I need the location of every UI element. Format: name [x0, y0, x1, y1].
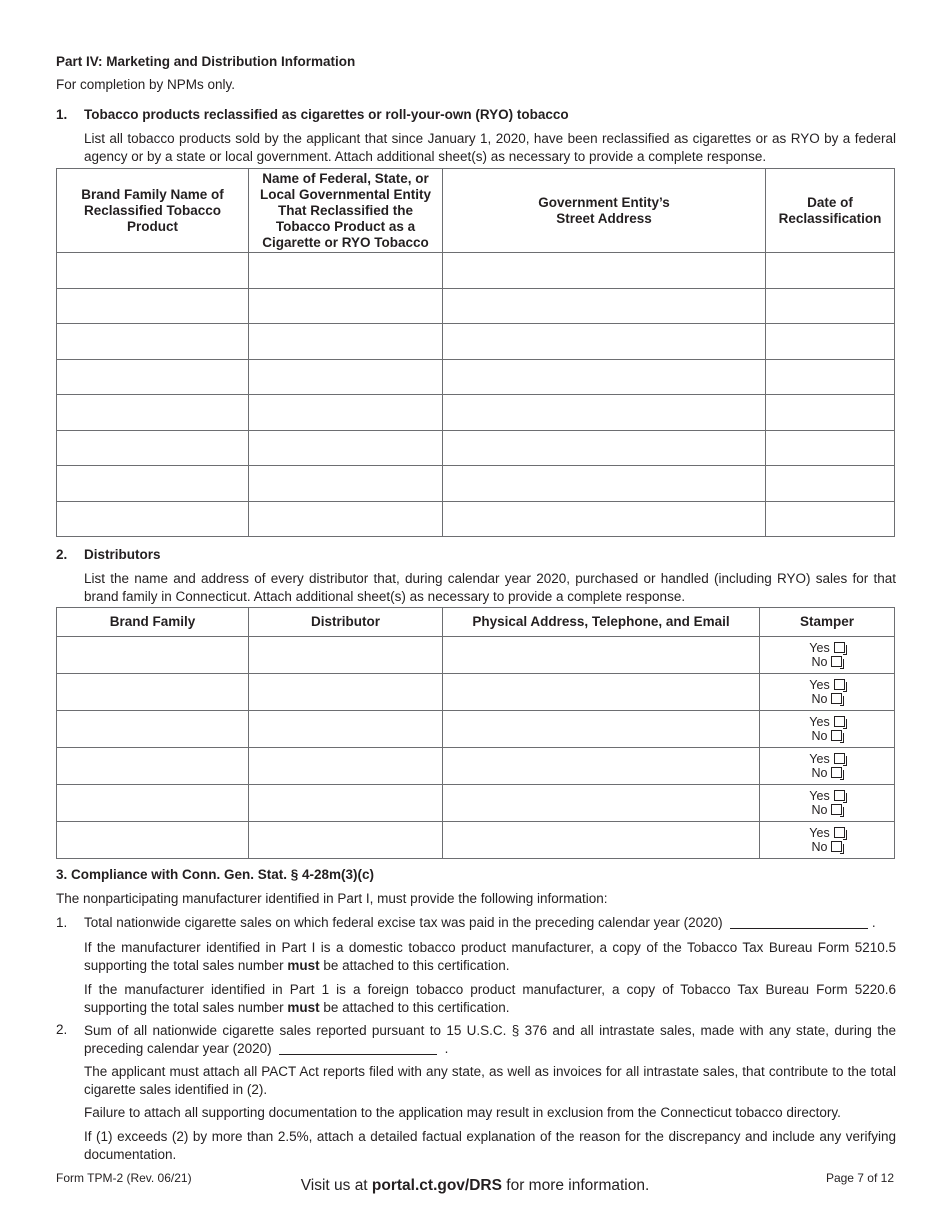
stamper-cell: Yes No [760, 748, 895, 785]
stamper-yes-checkbox[interactable] [834, 642, 845, 653]
table-row [57, 822, 895, 859]
item2-pact-note: The applicant must attach all PACT Act reports filed with any state, as well as invoices for all intrastate sales, that contribute to the total cigarette sales identified in (2). [84, 1064, 896, 1097]
col-address-phone-email: Physical Address, Telephone, and Email [443, 608, 760, 637]
page-number: Page 7 of 12 [825, 1171, 894, 1185]
table-row [57, 637, 895, 674]
stamper-no-checkbox[interactable] [831, 656, 842, 667]
section1-number: 1. [56, 107, 68, 122]
table-row [57, 324, 895, 360]
stamper-no-checkbox[interactable] [831, 693, 842, 704]
item1-number: 1. [56, 915, 68, 930]
table-row [57, 466, 895, 502]
item1-line: Total nationwide cigarette sales on which federal excise tax was paid in the preceding calendar year (2020) . [84, 915, 876, 930]
stamper-cell: Yes No [760, 637, 895, 674]
form-id: Form TPM-2 (Rev. 06/21) [56, 1171, 192, 1185]
section1-description: List all tobacco products sold by the applicant that since January 1, 2020, have been reclassified as cigarettes or as RYO by a federal agency or by a state or local government. Attach additional sheet(s) as necessary to provide a complete response. [84, 131, 896, 164]
total-sales-field[interactable] [730, 916, 868, 929]
item2-number: 2. [56, 1022, 68, 1037]
item2-text: Sum of all nationwide cigarette sales reported pursuant to 15 U.S.C. § 376 and all intrastate sales, made with any state, during the preceding calendar year (2020) [84, 1023, 896, 1056]
stamper-cell: Yes No [760, 822, 895, 859]
table-row [57, 748, 895, 785]
item2-line: Sum of all nationwide cigarette sales reported pursuant to 15 U.S.C. § 376 and all intrastate sales, made with any state, during the preceding calendar year (2020) . [84, 1023, 896, 1056]
stamper-yes-checkbox[interactable] [834, 679, 845, 690]
stamper-cell: Yes No [760, 785, 895, 822]
distributors-table [56, 607, 895, 859]
col-distributor: Distributor [249, 608, 443, 637]
stamper-no-checkbox[interactable] [831, 767, 842, 778]
stamper-yes-checkbox[interactable] [834, 753, 845, 764]
table-row [57, 359, 895, 395]
section1-heading: Tobacco products reclassified as cigarettes or roll-your-own (RYO) tobacco [84, 107, 569, 122]
reclassification-table [56, 168, 895, 537]
section2-description: List the name and address of every distributor that, during calendar year 2020, purchased or handled (including RYO) sales for that brand family in Connecticut. Attach additional sheet(s) as necessary to provide a complete response. [84, 571, 896, 604]
col-entity-address: Government Entity’s Street Address [443, 169, 766, 253]
stamper-no-checkbox[interactable] [831, 804, 842, 815]
col-reclassification-date: Date of Reclassification [766, 169, 895, 253]
stamper-yes-checkbox[interactable] [834, 790, 845, 801]
part-subtitle: For completion by NPMs only. [56, 77, 236, 92]
stamper-yes-checkbox[interactable] [834, 827, 845, 838]
stamper-cell: Yes No [760, 674, 895, 711]
visit-line: Visit us at portal.ct.gov/DRS for more information. [300, 1177, 650, 1194]
item1-text: Total nationwide cigarette sales on which federal excise tax was paid in the preceding calendar year (2020) [84, 915, 723, 930]
stamper-no-checkbox[interactable] [831, 841, 842, 852]
table-row [57, 785, 895, 822]
item2-failure-note: Failure to attach all supporting documentation to the application may result in exclusion from the Connecticut tobacco directory. [84, 1105, 841, 1120]
stamper-no-checkbox[interactable] [831, 730, 842, 741]
table-row [57, 430, 895, 466]
table-row [57, 711, 895, 748]
portal-link[interactable]: portal.ct.gov/DRS [371, 1177, 502, 1194]
section2-number: 2. [56, 547, 68, 562]
stamper-cell: Yes No [760, 711, 895, 748]
item1-domestic-note: If the manufacturer identified in Part I is a domestic tobacco product manufacturer, a copy of the Tobacco Tax Bureau Form 5210.5 supporting the total sales number must be attached to this certification. [84, 940, 896, 973]
section3-intro: The nonparticipating manufacturer identified in Part I, must provide the following information: [56, 891, 608, 906]
table-row [57, 253, 895, 289]
col-brand-family-name: Brand Family Name of Reclassified Tobacco Product [57, 169, 249, 253]
table-row [57, 288, 895, 324]
col-reclassifying-entity: Name of Federal, State, or Local Governmental Entity That Reclassified the Tobacco Product as a Cigarette or RYO Tobacco [249, 169, 443, 253]
section3-heading: 3. Compliance with Conn. Gen. Stat. § 4-28m(3)(c) [56, 867, 375, 882]
stamper-yes-checkbox[interactable] [834, 716, 845, 727]
section2-heading: Distributors [84, 547, 161, 562]
table-row [57, 674, 895, 711]
col-brand-family: Brand Family [57, 608, 249, 637]
sum-sales-field[interactable] [279, 1042, 437, 1055]
item1-foreign-note: If the manufacturer identified in Part 1 is a foreign tobacco product manufacturer, a copy of Tobacco Tax Bureau Form 5220.6 supporting the total sales number must be attached to this certification. [84, 982, 896, 1015]
item2-discrepancy-note: If (1) exceeds (2) by more than 2.5%, attach a detailed factual explanation of the reason for the discrepancy and include any verifying documentation. [84, 1129, 896, 1162]
table-row [57, 395, 895, 431]
col-stamper: Stamper [760, 608, 895, 637]
part-title: Part IV: Marketing and Distribution Information [56, 54, 356, 69]
table-row [57, 501, 895, 537]
